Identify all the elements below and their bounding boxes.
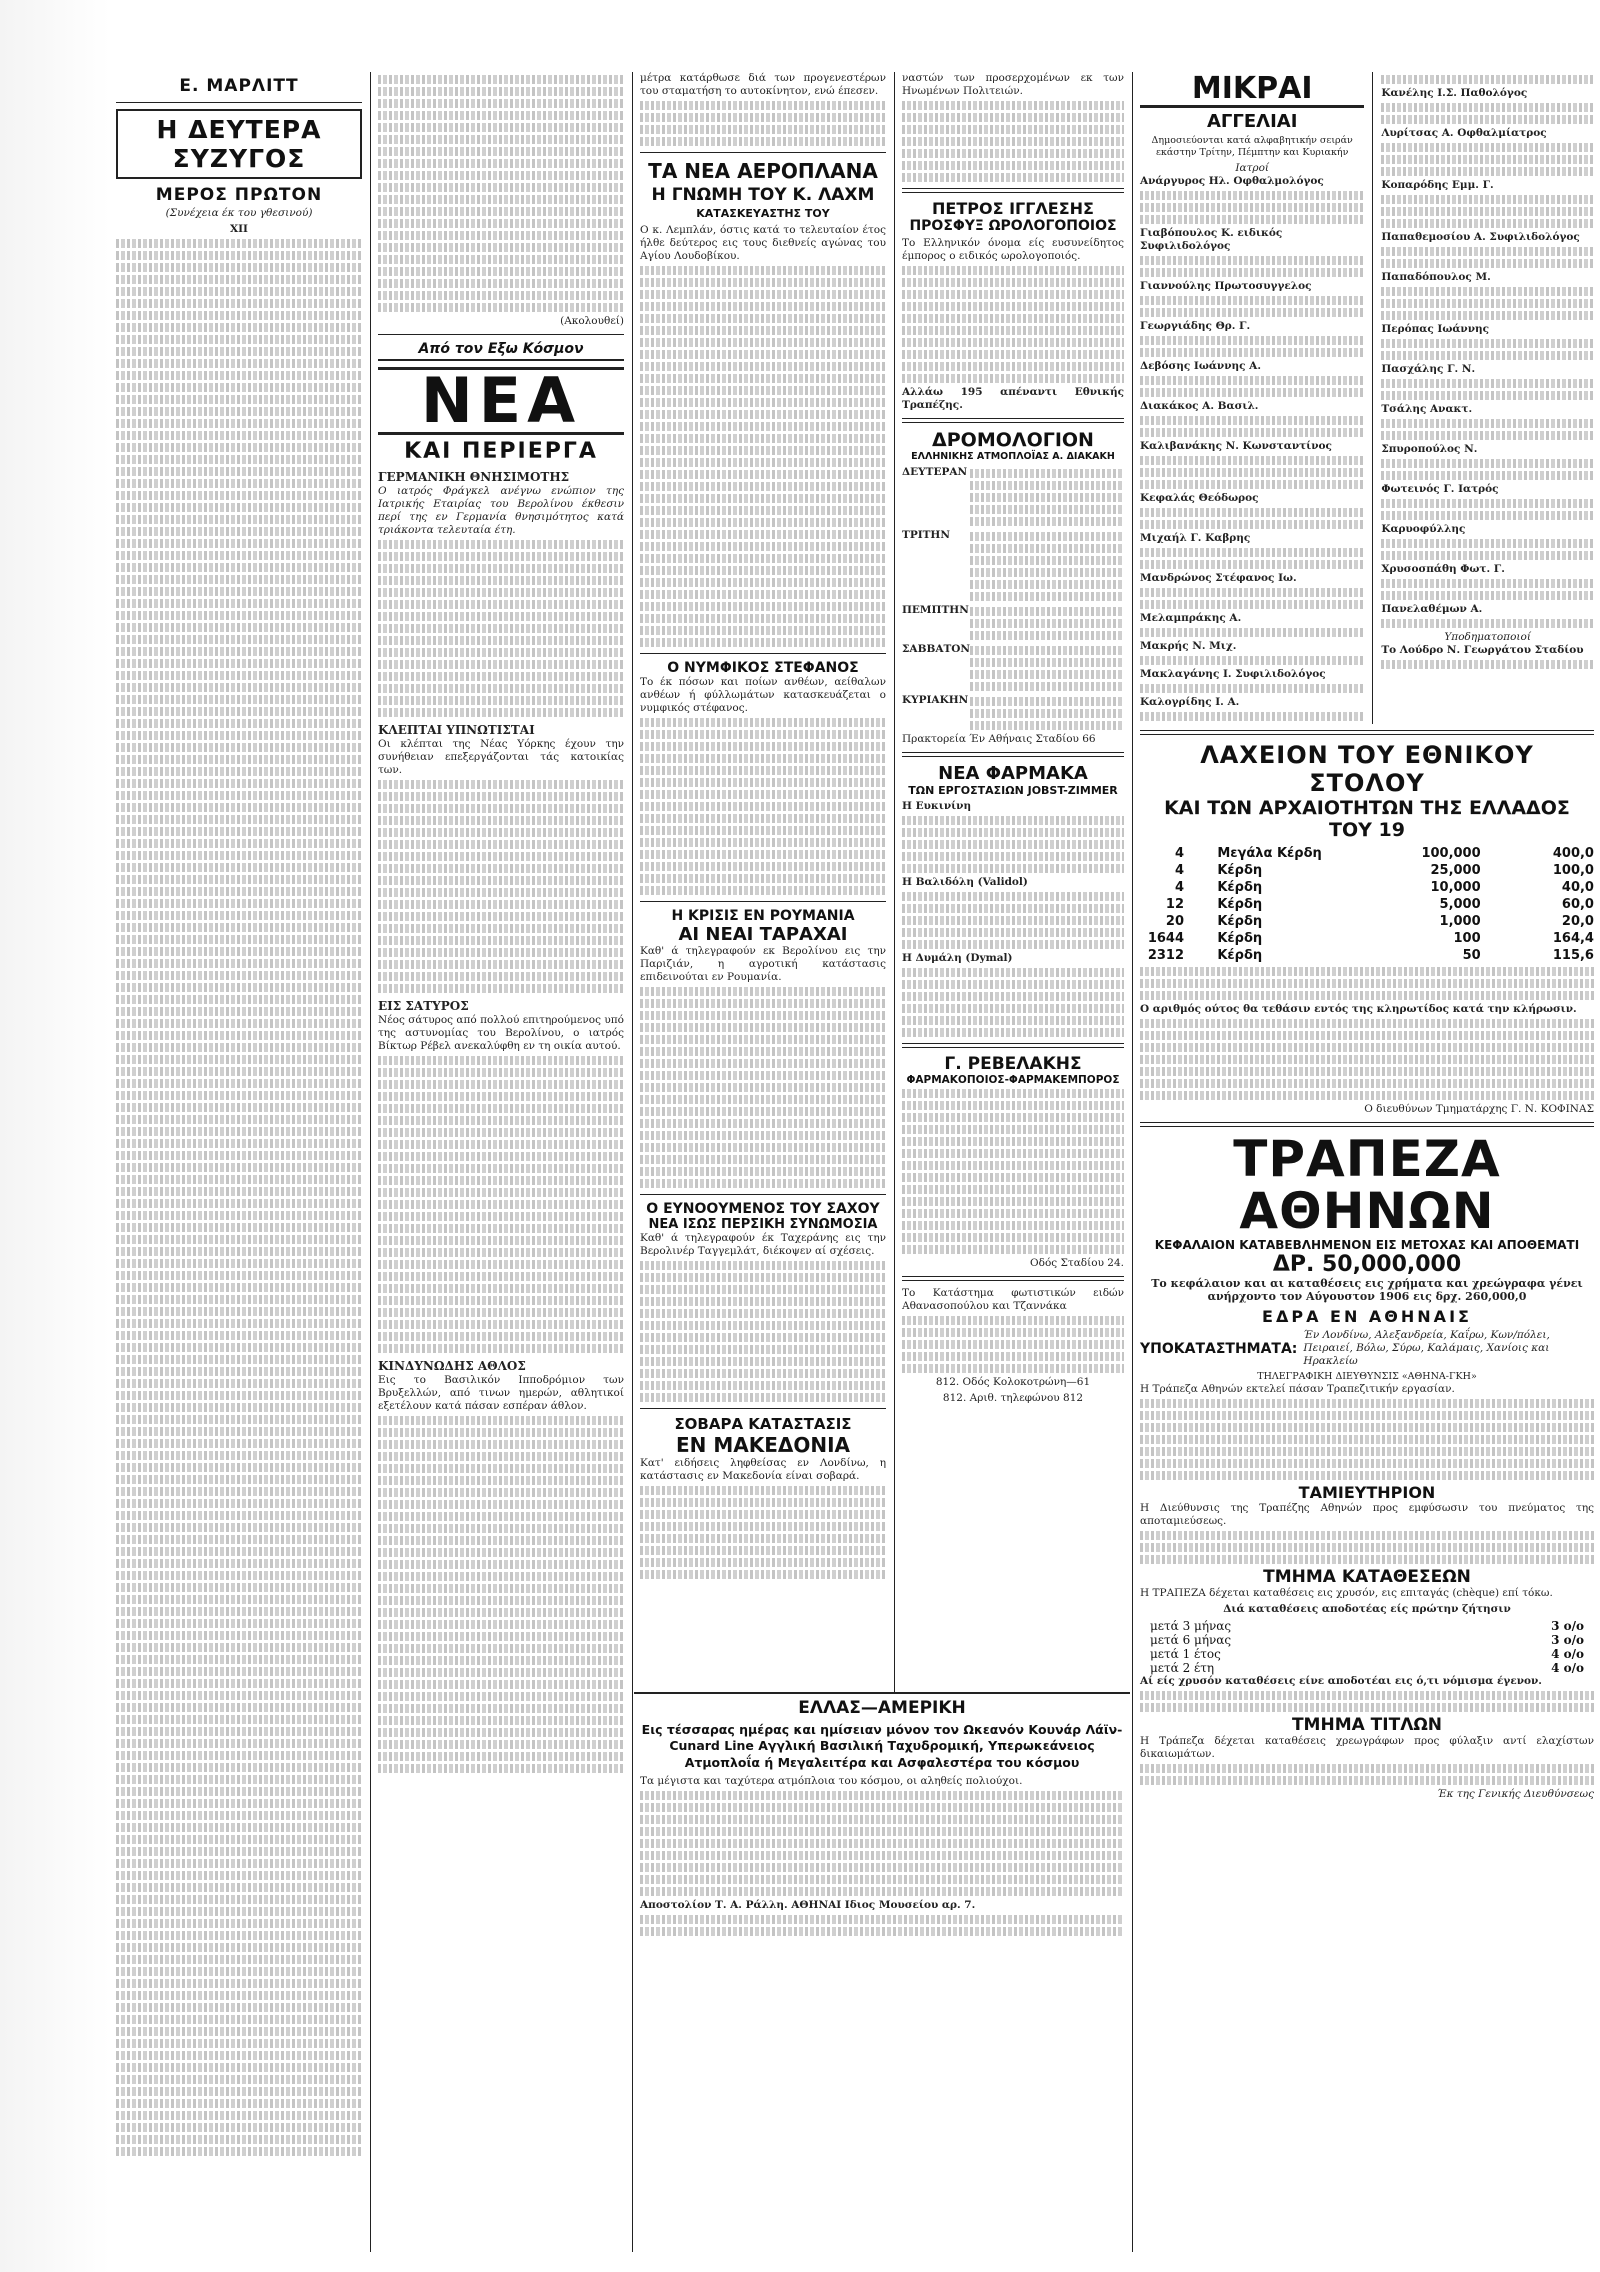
article-text: Καθ' ά τηλεγραφούν εκ Βερολίνου εις την Παριζιάν, η αγροτική κατάστασις επιδεινούται εν Ρουμανία.: [640, 945, 886, 984]
ad-body-text: [902, 266, 1124, 383]
classified-entry: Διακάκος Α. Βασιλ.: [1140, 399, 1259, 412]
schedule-text: [970, 529, 1124, 604]
novel-body-text: [116, 239, 362, 2156]
article-text: Ο κ. Λεμπλάν, όστις κατά το τελευταίον έτος ήλθε δεύτερος εις τους διεθνείς αγώνας του Αγίου Λουδοβίκου.: [640, 224, 886, 263]
article-subheading: ΝΕΑ ΙΣΩΣ ΠΕΡΣΙΚΗ ΣΥΝΩΜΟΣΙΑ: [648, 1217, 878, 1233]
item-text: Οι κλέπται της Νέας Υόρκης έχουν την συνήθειαν επεξεργάζονται τάς κατοικίας των.: [378, 737, 624, 776]
masthead-kai-perierga: ΚΑΙ ΠΕΡΙΕΡΓΑ: [404, 439, 598, 465]
article-subheading: ΚΑΤΑΣΚΕΥΑΣΤΗΣ ΤΟΥ: [696, 207, 830, 221]
divider: [378, 334, 624, 335]
classified-text: [1140, 548, 1364, 569]
divider: [1140, 730, 1594, 735]
savings-body-text: [1140, 1531, 1594, 1564]
ad-subheading: ΠΡΟΣΦΥΞ ΩΡΟΛΟΓΟΠΟΙΟΣ: [909, 218, 1117, 235]
classified-text: [1381, 195, 1594, 228]
rate-term: μετά 6 μήνας: [1150, 1632, 1232, 1647]
ad-text: Το Ελληνικόν όνομα είς ευσυνείδητος έμπορος ο ειδικός ωρολογοποιός.: [902, 237, 1124, 263]
classified-entry: Μελαμπράκης Α.: [1140, 611, 1242, 624]
divider: [902, 188, 1124, 193]
classified-entry: Παπαδόπουλος Μ.: [1381, 271, 1491, 284]
item-body-text: [378, 1416, 624, 1773]
schedule-text: [970, 643, 1124, 694]
schedule-text: [970, 466, 1124, 529]
prize-row: [1140, 862, 1594, 879]
column-news-curiosities: [372, 72, 630, 2252]
classified-text: [1381, 379, 1594, 400]
prize-value: 25,000: [1430, 862, 1481, 878]
bank-body-text: [1140, 1399, 1594, 1480]
classified-entry: Καλογρίδης Ι. Α.: [1140, 695, 1240, 708]
intro-body-text: [640, 101, 886, 146]
drug-text: [902, 968, 1124, 1037]
novel-continuation-text: [378, 75, 624, 312]
prize-value: 10,000: [1430, 879, 1481, 895]
article-subheading: ΑΙ ΝΕΑΙ ΤΑΡΑΧΑΙ: [678, 924, 848, 946]
bank-text: Η Τράπεζα Αθηνών εκτελεί πάσαν Τραπεζιτικήν εργασίαν.: [1140, 1382, 1455, 1395]
lottery-text: [1140, 967, 1594, 1000]
article-subheading: Η ΓΝΩΜΗ ΤΟΥ Κ. ΛΑΧΜ: [651, 185, 875, 206]
classified-text: [1140, 191, 1364, 224]
prize-total: 60,0: [1561, 896, 1594, 912]
classified-entry: Μακρής Ν. Μιχ.: [1140, 639, 1237, 652]
novel-continued: (Συνέχεια έκ του γθεσινού): [165, 207, 313, 219]
prize-row: [1140, 913, 1594, 930]
schedule-subheading: ΕΛΛΗΝΙΚΗΣ ΑΤΜΟΠΛΟΪΑΣ Α. ΔΙΑΚΑΚΗ: [911, 451, 1115, 463]
item-heading: ΚΙΝΔΥΝΩΔΗΣ ΑΘΛΟΣ: [378, 1358, 526, 1373]
classifieds-category: Ιατροί: [1235, 161, 1270, 174]
divider: [1140, 1122, 1594, 1127]
gold-body-text: [1140, 1691, 1594, 1712]
column-rule: [370, 72, 371, 2252]
novel-part: ΜΕΡΟΣ ΠΡΩΤΟΝ: [155, 185, 323, 205]
classifieds-subtitle: ΑΓΓΕΛΙΑΙ: [1206, 111, 1298, 132]
schedule-text: [970, 694, 1124, 733]
rate-term: μετά 1 έτος: [1150, 1646, 1221, 1661]
ad-agent: Αποστολίον Τ. Α. Ράλλη. ΑΘΗΝΑΙ Ιδιος Μουσείου αρ. 7.: [640, 1898, 976, 1911]
classified-text: [1381, 660, 1594, 669]
prize-row: [1140, 879, 1594, 896]
schedule-row: [902, 466, 1124, 529]
schedule-text: [970, 604, 1124, 643]
prize-label: Κέρδη: [1217, 913, 1263, 929]
classified-text: [1140, 376, 1364, 397]
lottery-note: Ο αριθμός ούτος θα τεθάσιν εντός της κληρωτίδος κατά την κλήρωσιν.: [1140, 1002, 1577, 1015]
deposits-title: ΤΜΗΜΑ ΚΑΤΑΘΕΣΕΩΝ: [1263, 1566, 1471, 1587]
classified-text: [1381, 143, 1594, 176]
prize-label: Κέρδη: [1217, 879, 1263, 895]
ad-subheading: Εις τέσσαρας ημέρας και ημίσειαν μόνον τον Ωκεανόν Κουνάρ Λάϊν-Cunard Line Αγγλική Βασιλική Ταχυδρομική, Υπερωκεάνειος Ατμοπλοΐα ή Μεγαλειτέρα και Ασφαλεστέρα του κόσμου: [641, 1722, 1123, 1770]
drug-text: [902, 816, 1124, 873]
classified-text: [1140, 712, 1364, 721]
classified-text: [1140, 684, 1364, 693]
bank-title: ΤΡΑΠΕΖΑ ΑΘΗΝΩΝ: [1233, 1129, 1501, 1241]
ad-body-text: [902, 1316, 1124, 1373]
rate-term: μετά 3 μήνας: [1150, 1618, 1232, 1633]
savings-title: ΤΑΜΙΕΥΤΗΡΙΟΝ: [1298, 1482, 1436, 1502]
item-heading: ΓΕΡΜΑΝΙΚΗ ΘΝΗΣΙΜΟΤΗΣ: [378, 470, 570, 485]
prize-count: 2312: [1147, 947, 1184, 963]
classifieds-block: [1140, 72, 1594, 724]
classified-entry: Καλιβανάκης Ν. Κωνσταντίνος: [1140, 439, 1332, 452]
prize-row: [1140, 947, 1594, 964]
novel-author: Ε. ΜΑΡΛΙΤΤ: [179, 76, 299, 96]
classified-text: [1140, 296, 1364, 317]
article-body-text: [640, 1486, 886, 1579]
column-classifieds-bank: [1134, 72, 1600, 2252]
classified-entry: Μακλαγάνης Ι. Συφιλιδολόγος: [1140, 667, 1326, 680]
prize-label: Κέρδη: [1217, 930, 1263, 946]
ad-body-text: [640, 1791, 1124, 1896]
intro-text: ναστών των προσερχομένων εκ των Ηνωμένων Πολιτειών.: [902, 72, 1124, 98]
ad-telephone: 812. Αριθ. τηλεφώνου 812: [942, 1392, 1084, 1405]
prize-value: 5,000: [1439, 896, 1481, 912]
classified-entry: Τσάλης Ανακτ.: [1381, 403, 1473, 416]
ad-heading: Γ. ΡΕΒΕΛΑΚΗΣ: [944, 1054, 1082, 1075]
classifieds-note: Δημοσιεύονται κατά αλφαβητικήν σειράν εκάστην Τρίτην, Πέμπτην και Κυριακήν: [1151, 135, 1353, 158]
rate-table: [1140, 1619, 1594, 1675]
classifieds-left: [1140, 72, 1364, 724]
classified-text: [1140, 416, 1364, 437]
column-serial-novel: [110, 72, 368, 2252]
prize-value: 100: [1453, 930, 1481, 946]
prize-value: 100,000: [1421, 845, 1481, 861]
item-text: Νέος σάτυρος από πολλού επιτηρούμενος υπό της αστυνομίας του Βερολίνου, ο ιατρός Βίκτωρ Ρέβελ ανεκαλύφθη εν τη οικία αυτού.: [378, 1013, 624, 1052]
classified-text: [1140, 256, 1364, 277]
bank-capital: ΚΕΦΑΛΑΙΟΝ ΚΑΤΑΒΕΒΛΗΜΕΝΟΝ ΕΙΣ ΜΕΤΟΧΑΣ ΚΑΙ ΑΠΟΘΕΜΑΤΙ: [1154, 1237, 1580, 1252]
schedule-day: ΤΡΙΤΗΝ: [902, 529, 950, 542]
classified-entry: Χρυσοσπάθη Φωτ. Γ.: [1381, 563, 1505, 576]
prize-count: 1644: [1147, 930, 1184, 946]
prize-label: Μεγάλα Κέρδη: [1217, 845, 1322, 861]
article-heading: ΤΑ ΝΕΑ ΑΕΡΟΠΛΑΝΑ: [648, 159, 878, 184]
bank-branches: [1140, 1329, 1594, 1368]
classified-entry: Κοπαρόδης Εμμ. Γ.: [1381, 179, 1494, 192]
classified-entry: Καρυοφύλλης: [1381, 523, 1466, 536]
ad-subheading: ΤΩΝ ΕΡΓΟΣΤΑΣΙΩΝ JOBST-ZIMMER: [908, 784, 1118, 798]
item-body-text: [378, 540, 624, 717]
schedule-day: ΣΑΒΒΑΤΟΝ: [902, 643, 971, 656]
classified-entry: Το Λούδρο Ν. Γεωργάτου Σταδίου: [1381, 644, 1584, 657]
prize-value: 50: [1462, 947, 1481, 963]
classified-entry: Ανάργυρος Ηλ. Οφθαλμολόγος: [1140, 174, 1324, 187]
bank-seat: ΕΔΡΑ ΕΝ ΑΘΗΝΑΙΣ: [1262, 1307, 1472, 1327]
column-advertisements: [896, 72, 1130, 1687]
rate-row: [1140, 1661, 1594, 1675]
classified-entry: Πανελαθέμων Α.: [1381, 603, 1483, 616]
drug-text: [902, 892, 1124, 949]
prize-row: [1140, 896, 1594, 913]
intro-text: μέτρα κατάρθωσε διά των προγενεστέρων του σταματήση το αυτοκίνητον, ενώ έπεσεν.: [640, 72, 886, 98]
item-heading: ΕΙΣ ΣΑΤΥΡΟΣ: [378, 998, 469, 1013]
classified-text: [1140, 456, 1364, 489]
world-banner: Από τον Εξω Κόσμον: [378, 341, 624, 361]
article-subheading: ΕΝ ΜΑΚΕΔΟΝΙΑ: [675, 1433, 851, 1458]
classified-entry: Γεωργιάδης Θρ. Γ.: [1140, 319, 1251, 332]
divider: [640, 901, 886, 902]
prize-count: 4: [1174, 845, 1184, 861]
prize-count: 4: [1174, 879, 1184, 895]
divider: [640, 152, 886, 153]
classified-text: [1140, 588, 1364, 609]
classified-text: [1140, 336, 1364, 357]
classified-entry: Περόπας Ιωάννης: [1381, 323, 1490, 336]
classified-text: [1381, 619, 1594, 628]
rate-term: μετά 2 έτη: [1150, 1660, 1215, 1675]
classified-entry: Λυρίτσας Α. Οφθαλμίατρος: [1381, 127, 1547, 140]
article-heading: Η ΚΡΙΣΙΣ ΕΝ ΡΟΥΜΑΝΙΑ: [671, 908, 855, 925]
rate-value: 3 ο/ο: [1551, 1618, 1584, 1633]
intro-body-text: [902, 101, 1124, 182]
schedule-agents: Πρακτορεία Έν Αθήναις Σταδίου 66: [902, 733, 1096, 746]
titles-signature: Έκ της Γενικής Διευθύνσεως: [1437, 1788, 1594, 1800]
article-body-text: [640, 718, 886, 895]
bank-reserve: Το κεφάλαιον και αι καταθέσεις εις χρήματα και χρεώγραφα γένει ανήρχοντο τον Αύγουστον 1906 εις δρχ. 260,000,0: [1151, 1276, 1583, 1304]
ad-heading: ΠΕΤΡΟΣ ΙΓΓΛΕΣΗΣ: [932, 199, 1094, 219]
classified-text: [1140, 628, 1364, 637]
divider: [640, 653, 886, 654]
classifieds-title: ΜΙΚΡΑΙ: [1140, 72, 1364, 108]
prize-label: Κέρδη: [1217, 862, 1263, 878]
schedule-heading: ΔΡΟΜΟΛΟΓΙΟΝ: [932, 429, 1094, 452]
lottery-director: Ο διευθύνων Τμηματάρχης Γ. Ν. ΚΟΦΙΝΑΣ: [1364, 1102, 1594, 1115]
article-heading: Ο ΕΥΝΟΟΥΜΕΝΟΣ ΤΟΥ ΣΑΧΟΥ: [646, 1201, 880, 1218]
schedule-row: [902, 604, 1124, 643]
classified-text: [1381, 579, 1594, 600]
prize-row: [1140, 930, 1594, 947]
prize-count: 4: [1174, 862, 1184, 878]
lottery-title: ΛΑΧΕΙΟΝ ΤΟΥ ΕΘΝΙΚΟΥ ΣΤΟΛΟΥ: [1200, 740, 1534, 797]
ad-body-text: [902, 1089, 1124, 1254]
page-margin: [0, 0, 110, 2272]
classifieds-category: Υποδηματοποιοί: [1444, 631, 1531, 644]
schedule-day: ΠΕΜΠΤΗΝ: [902, 604, 969, 617]
article-body-text: [640, 266, 886, 647]
savings-text: Η Διεύθυνσις της Τραπέζης Αθηνών προς εμφύσωσιν του πνεύματος της αποταμιεύσεως.: [1140, 1501, 1594, 1527]
item-body-text: [378, 1056, 624, 1353]
rate-value: 4 ο/ο: [1551, 1660, 1584, 1675]
titles-title: ΤΜΗΜΑ ΤΙΤΛΩΝ: [1291, 1714, 1443, 1735]
classified-entry: Κανέλης Ι.Σ. Παθολόγος: [1381, 87, 1528, 99]
column-rule: [1372, 72, 1373, 724]
rate-row: [1140, 1619, 1594, 1633]
drug-name: Η Δυμάλη (Dymal): [902, 952, 1013, 965]
prize-table: [1140, 845, 1594, 964]
classified-entry: Γιαβόπουλος Κ. ειδικός Συφιλιδολόγος: [1140, 226, 1283, 252]
prize-value: 1,000: [1439, 913, 1481, 929]
classified-text: [1381, 247, 1594, 268]
classified-text: [1381, 339, 1594, 360]
prize-total: 164,4: [1552, 930, 1594, 946]
ad-text: Το Κατάστημα φωτιστικών ειδών Αθανασοπούλου και Τζαννάκα: [902, 1287, 1124, 1313]
prize-count: 20: [1165, 913, 1184, 929]
rate-row: [1140, 1633, 1594, 1647]
lottery-text: [1140, 1019, 1594, 1100]
greece-america-ad: [634, 1692, 1130, 2252]
article-text: Καθ' ά τηλεγραφούν έκ Ταχεράνης εις την Βερολινέρ Ταγγεμλάτ, διέκοψεν αί σχέσεις.: [640, 1232, 886, 1258]
article-body-text: [640, 987, 886, 1188]
item-heading: ΚΛΕΠΤΑΙ ΥΠΝΩΤΙΣΤΑΙ: [378, 722, 535, 737]
rate-value: 3 ο/ο: [1551, 1632, 1584, 1647]
schedule-row: [902, 694, 1124, 733]
classified-text: [1140, 656, 1364, 665]
deposits-subtitle: Διά καταθέσεις αποδοτέας είς πρώτην ζήτησιν: [1223, 1602, 1511, 1615]
prize-total: 400,0: [1552, 845, 1594, 861]
ad-address: 812. Οδός Κολοκοτρώνη—61: [935, 1376, 1091, 1389]
divider: [640, 1408, 886, 1409]
prize-total: 40,0: [1561, 879, 1594, 895]
titles-text: Η Τράπεζα δέχεται καταθέσεις χρεωγράφων προς φύλαξιν αντί ελαχίστων δικαιωμάτων.: [1140, 1734, 1594, 1760]
classified-entry: Παπαθεμοσίου Α. Συφιλιδολόγος: [1381, 231, 1580, 244]
prize-row: [1140, 845, 1594, 862]
bank-amount: ΔΡ. 50,000,000: [1272, 1251, 1462, 1277]
prize-total: 100,0: [1552, 862, 1594, 878]
schedule-row: [902, 529, 1124, 604]
item-body-text: [378, 780, 624, 993]
classified-entry: Γιαννούλης Πρωτοσυγγελος: [1140, 279, 1312, 292]
article-heading: ΣΟΒΑΡΑ ΚΑΤΑΣΤΑΣΙΣ: [674, 1415, 852, 1434]
column-rule: [894, 72, 895, 1692]
classified-entry: Σπυροπούλος Ν.: [1381, 443, 1478, 456]
branches-list: Έν Λονδίνω, Αλεξανδρεία, Καΐρω, Κων/πόλει, Πειραιεί, Βόλω, Σύρω, Καλάμαις, Χανίοις και Ηρακλείω: [1303, 1329, 1550, 1368]
classified-entry: Μιχαήλ Γ. Καβρης: [1140, 531, 1251, 544]
classified-entry: Πασχάλης Γ. Ν.: [1381, 363, 1476, 376]
ad-subheading: ΦΑΡΜΑΚΟΠΟΙΟΣ-ΦΑΡΜΑΚΕΜΠΟΡΟΣ: [906, 1074, 1120, 1087]
article-heading: Ο ΝΥΜΦΙΚΟΣ ΣΤΕΦΑΝΟΣ: [667, 660, 859, 677]
classifieds-right: [1381, 72, 1594, 724]
schedule-day: ΚΥΡΙΑΚΗΝ: [902, 694, 969, 707]
branches-label: ΥΠΟΚΑΤΑΣΤΗΜΑΤΑ:: [1140, 1340, 1298, 1357]
classified-text: [1381, 75, 1594, 84]
novel-title: Η ΔΕΥΤΕΡΑ ΣΥΖΥΓΟΣ: [116, 109, 362, 179]
column-rule: [632, 72, 633, 2252]
schedule-row: [902, 643, 1124, 694]
titles-body-text: [1140, 1764, 1594, 1785]
ad-heading: ΝΕΑ ΦΑΡΜΑΚΑ: [938, 763, 1088, 785]
classified-text: [1140, 508, 1364, 529]
classified-entry: Δεβόσης Ιωάννης Α.: [1140, 359, 1261, 372]
prize-count: 12: [1165, 896, 1184, 912]
ad-address: Αλλάω 195 απέναντι Εθνικής Τραπέζης.: [902, 386, 1124, 412]
drug-name: Η Βαλιδόλη (Validol): [902, 876, 1028, 889]
classified-text: [1381, 419, 1594, 440]
divider: [902, 1043, 1124, 1048]
divider: [116, 102, 362, 103]
column-rule: [1132, 72, 1133, 2252]
ad-heading: ΕΛΛΑΣ—ΑΜΕΡΙΚΗ: [798, 1698, 966, 1718]
classified-text: [1381, 499, 1594, 520]
gold-text: Αί είς χρυσόν καταθέσεις είνε αποδοτέαι εις ό,τι νόμισμα έγενον.: [1140, 1674, 1542, 1687]
divider: [640, 1194, 886, 1195]
bank-telegraph: ΤΗΛΕΓΡΑΦΙΚΗ ΔΙΕΥΘΥΝΣΙΣ «ΑΘΗΝΑ-ΓΚΗ»: [1257, 1371, 1477, 1383]
novel-chapter: XII: [230, 223, 248, 236]
article-body-text: [640, 1261, 886, 1402]
item-text: Εις το Βασιλικόν Ιπποδρόμιον των Βρυξελλών, από τινων ημερών, αθλητικοί εξετέλουν κατά πάσαν εσπέραν άθλον.: [378, 1373, 624, 1412]
prize-label: Κέρδη: [1217, 947, 1263, 963]
classified-text: [1381, 103, 1594, 124]
classified-text: [1381, 287, 1594, 320]
prize-label: Κέρδη: [1217, 896, 1263, 912]
classified-entry: Φωτεινός Γ. Ιατρός: [1381, 483, 1499, 496]
classified-text: [1381, 539, 1594, 560]
classified-entry: Κεφαλάς Θεόδωρος: [1140, 491, 1259, 504]
divider: [902, 418, 1124, 423]
classified-entry: Μανδρώνος Στέφανος Ιω.: [1140, 571, 1297, 584]
ad-body-text: [640, 1915, 1124, 1936]
article-text: Κατ' ειδήσεις ληφθείσας εν Λονδίνω, η κατάστασις εν Μακεδονία είναι σοβαρά.: [640, 1457, 886, 1483]
prize-total: 20,0: [1561, 913, 1594, 929]
article-text: Το έκ πόσων και ποίων ανθέων, αείθαλων ανθέων ή φύλλωμάτων κατασκευάζεται ο νυμφικός στέφανος.: [640, 676, 886, 715]
classified-text: [1381, 459, 1594, 480]
lottery-subtitle: ΚΑΙ ΤΩΝ ΑΡΧΑΙΟΤΗΤΩΝ ΤΗΣ ΕΛΛΑΔΟΣ ΤΟΥ 19: [1164, 796, 1570, 841]
deposits-text: Η ΤΡΑΠΕΖΑ δέχεται καταθέσεις εις χρυσόν, εις επιταγάς (chèque) επί τόκω.: [1140, 1586, 1553, 1599]
item-text: Ο ιατρός Φράγκελ ανέγνω ενώπιον της Ιατρικής Εταιρίας του Βερολίνου έκθεσιν περί της εν Γερμανία θνησιμότητος κατά τριάκοντα τελευταία έτη.: [378, 484, 624, 536]
to-be-continued: (Ακολουθεί): [560, 315, 624, 327]
schedule-day: ΔΕΥΤΕΡΑΝ: [902, 466, 968, 479]
rate-value: 4 ο/ο: [1551, 1646, 1584, 1661]
divider: [902, 752, 1124, 757]
prize-total: 115,6: [1552, 947, 1594, 963]
masthead-nea: ΝΕΑ: [378, 367, 624, 435]
drug-name: Η Ευκινίνη: [902, 800, 972, 813]
rate-row: [1140, 1647, 1594, 1661]
ad-text: Τα μέγιστα και ταχύτερα ατμόπλοια του κόσμου, οι αληθείς πολιούχοι.: [640, 1774, 1023, 1787]
ad-address: Οδός Σταδίου 24.: [1030, 1257, 1124, 1270]
divider: [902, 1276, 1124, 1281]
